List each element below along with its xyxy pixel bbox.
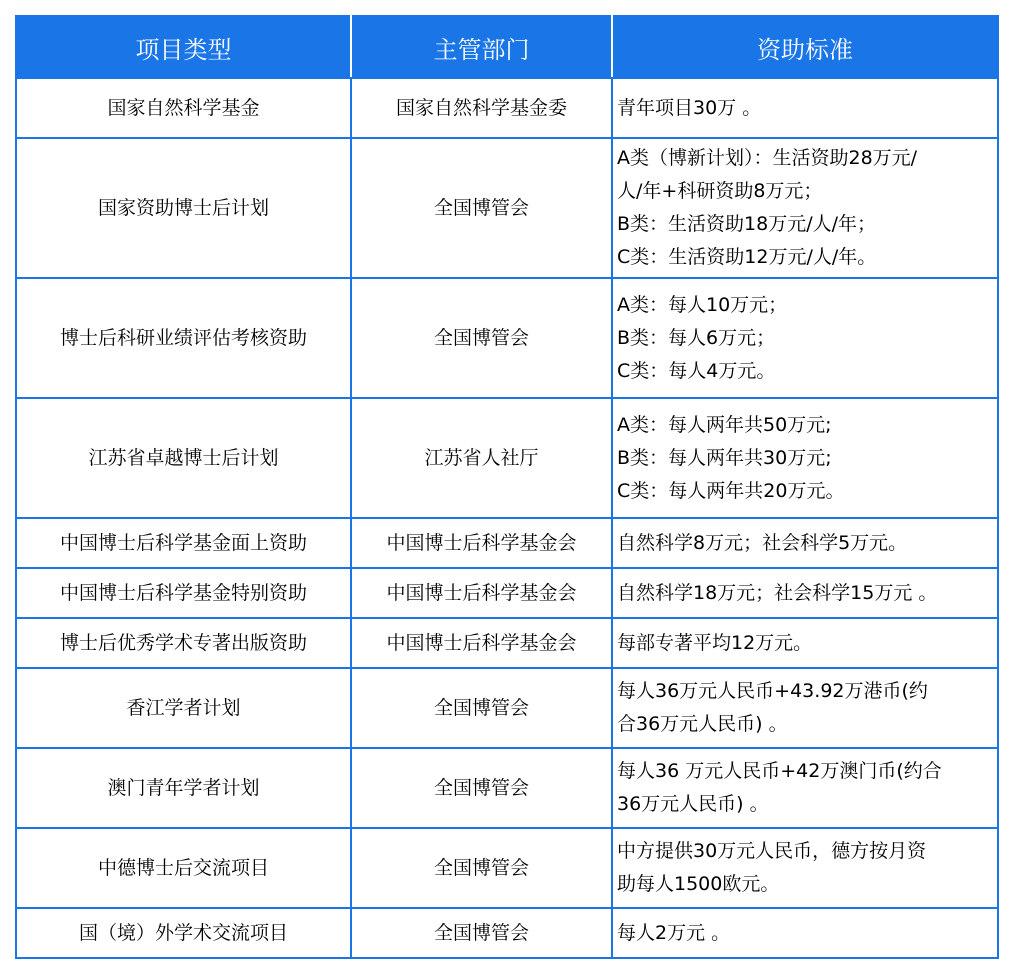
standard-cell	[612, 398, 998, 518]
department-cell: 全国博管会	[351, 278, 612, 398]
standard-line: 36万元人民币) 。	[617, 793, 769, 815]
standard-line: B类：生活资助18万元/人/年；	[617, 213, 877, 235]
standard-cell	[612, 278, 998, 398]
table-row	[16, 568, 998, 618]
department-cell: 全国博管会	[351, 908, 612, 958]
standard-line: C类：生活资助12万元/人/年。	[617, 246, 877, 268]
standard-line: 中方提供30万元人民币，德方按月资	[617, 840, 927, 862]
standard-cell	[612, 828, 998, 908]
standard-line: A类：每人两年共50万元;	[617, 413, 832, 436]
standard-line: 助每人1500欧元。	[617, 873, 780, 895]
standard-line: 合36万元人民币) 。	[617, 713, 788, 735]
header-standard: 资助标准	[612, 16, 998, 78]
project-type-cell: 博士后科研业绩评估考核资助	[16, 278, 351, 398]
department-cell: 全国博管会	[351, 138, 612, 278]
department-cell: 中国博士后科学基金会	[351, 568, 612, 618]
table-row	[16, 908, 998, 958]
table-row	[16, 828, 998, 908]
standard-line: C类：每人两年共20万元。	[617, 479, 845, 502]
project-type-cell: 博士后优秀学术专著出版资助	[16, 618, 351, 668]
funding-table	[15, 15, 999, 959]
standard-cell	[612, 518, 998, 568]
department-cell: 国家自然科学基金委	[351, 78, 612, 138]
table-row	[16, 518, 998, 568]
project-type-cell: 香江学者计划	[16, 668, 351, 748]
project-type-cell: 国家资助博士后计划	[16, 138, 351, 278]
standard-cell	[612, 748, 998, 828]
header-type: 项目类型	[16, 16, 351, 78]
standard-line: 每人36 万元人民币+42万澳门币(约合	[617, 760, 942, 782]
department-cell: 全国博管会	[351, 668, 612, 748]
standard-line: B类：每人两年共30万元;	[617, 446, 832, 469]
standard-cell	[612, 908, 998, 958]
department-cell: 全国博管会	[351, 748, 612, 828]
standard-cell	[612, 568, 998, 618]
department-cell: 中国博士后科学基金会	[351, 518, 612, 568]
standard-line: 青年项目30万 。	[617, 96, 762, 119]
standard-line: 人/年+科研资助8万元；	[617, 180, 823, 202]
table-row	[16, 78, 998, 138]
header-row	[16, 16, 998, 78]
standard-cell	[612, 78, 998, 138]
table-row	[16, 748, 998, 828]
department-cell: 全国博管会	[351, 828, 612, 908]
project-type-cell: 澳门青年学者计划	[16, 748, 351, 828]
table-row	[16, 278, 998, 398]
standard-line: 每人2万元 。	[617, 921, 731, 944]
standard-cell	[612, 138, 998, 278]
project-type-cell: 中国博士后科学基金面上资助	[16, 518, 351, 568]
table-row	[16, 398, 998, 518]
standard-line: 自然科学18万元；社会科学15万元 。	[617, 581, 938, 604]
standard-cell	[612, 668, 998, 748]
standard-line: A类：每人10万元；	[617, 293, 788, 316]
table-row	[16, 668, 998, 748]
standard-cell	[612, 618, 998, 668]
standard-line: 自然科学8万元；社会科学5万元。	[617, 531, 908, 554]
project-type-cell: 中国博士后科学基金特别资助	[16, 568, 351, 618]
project-type-cell: 江苏省卓越博士后计划	[16, 398, 351, 518]
standard-line: A类（博新计划）：生活资助28万元/	[617, 147, 918, 169]
header-dept: 主管部门	[351, 16, 612, 78]
project-type-cell: 中德博士后交流项目	[16, 828, 351, 908]
table-row	[16, 138, 998, 278]
department-cell: 中国博士后科学基金会	[351, 618, 612, 668]
standard-line: 每部专著平均12万元。	[617, 631, 813, 654]
project-type-cell: 国家自然科学基金	[16, 78, 351, 138]
standard-line: B类：每人6万元；	[617, 326, 776, 349]
table-row	[16, 618, 998, 668]
standard-line: C类：每人4万元。	[617, 359, 776, 382]
project-type-cell: 国（境）外学术交流项目	[16, 908, 351, 958]
department-cell: 江苏省人社厅	[351, 398, 612, 518]
standard-line: 每人36万元人民币+43.92万港币(约	[617, 680, 928, 702]
